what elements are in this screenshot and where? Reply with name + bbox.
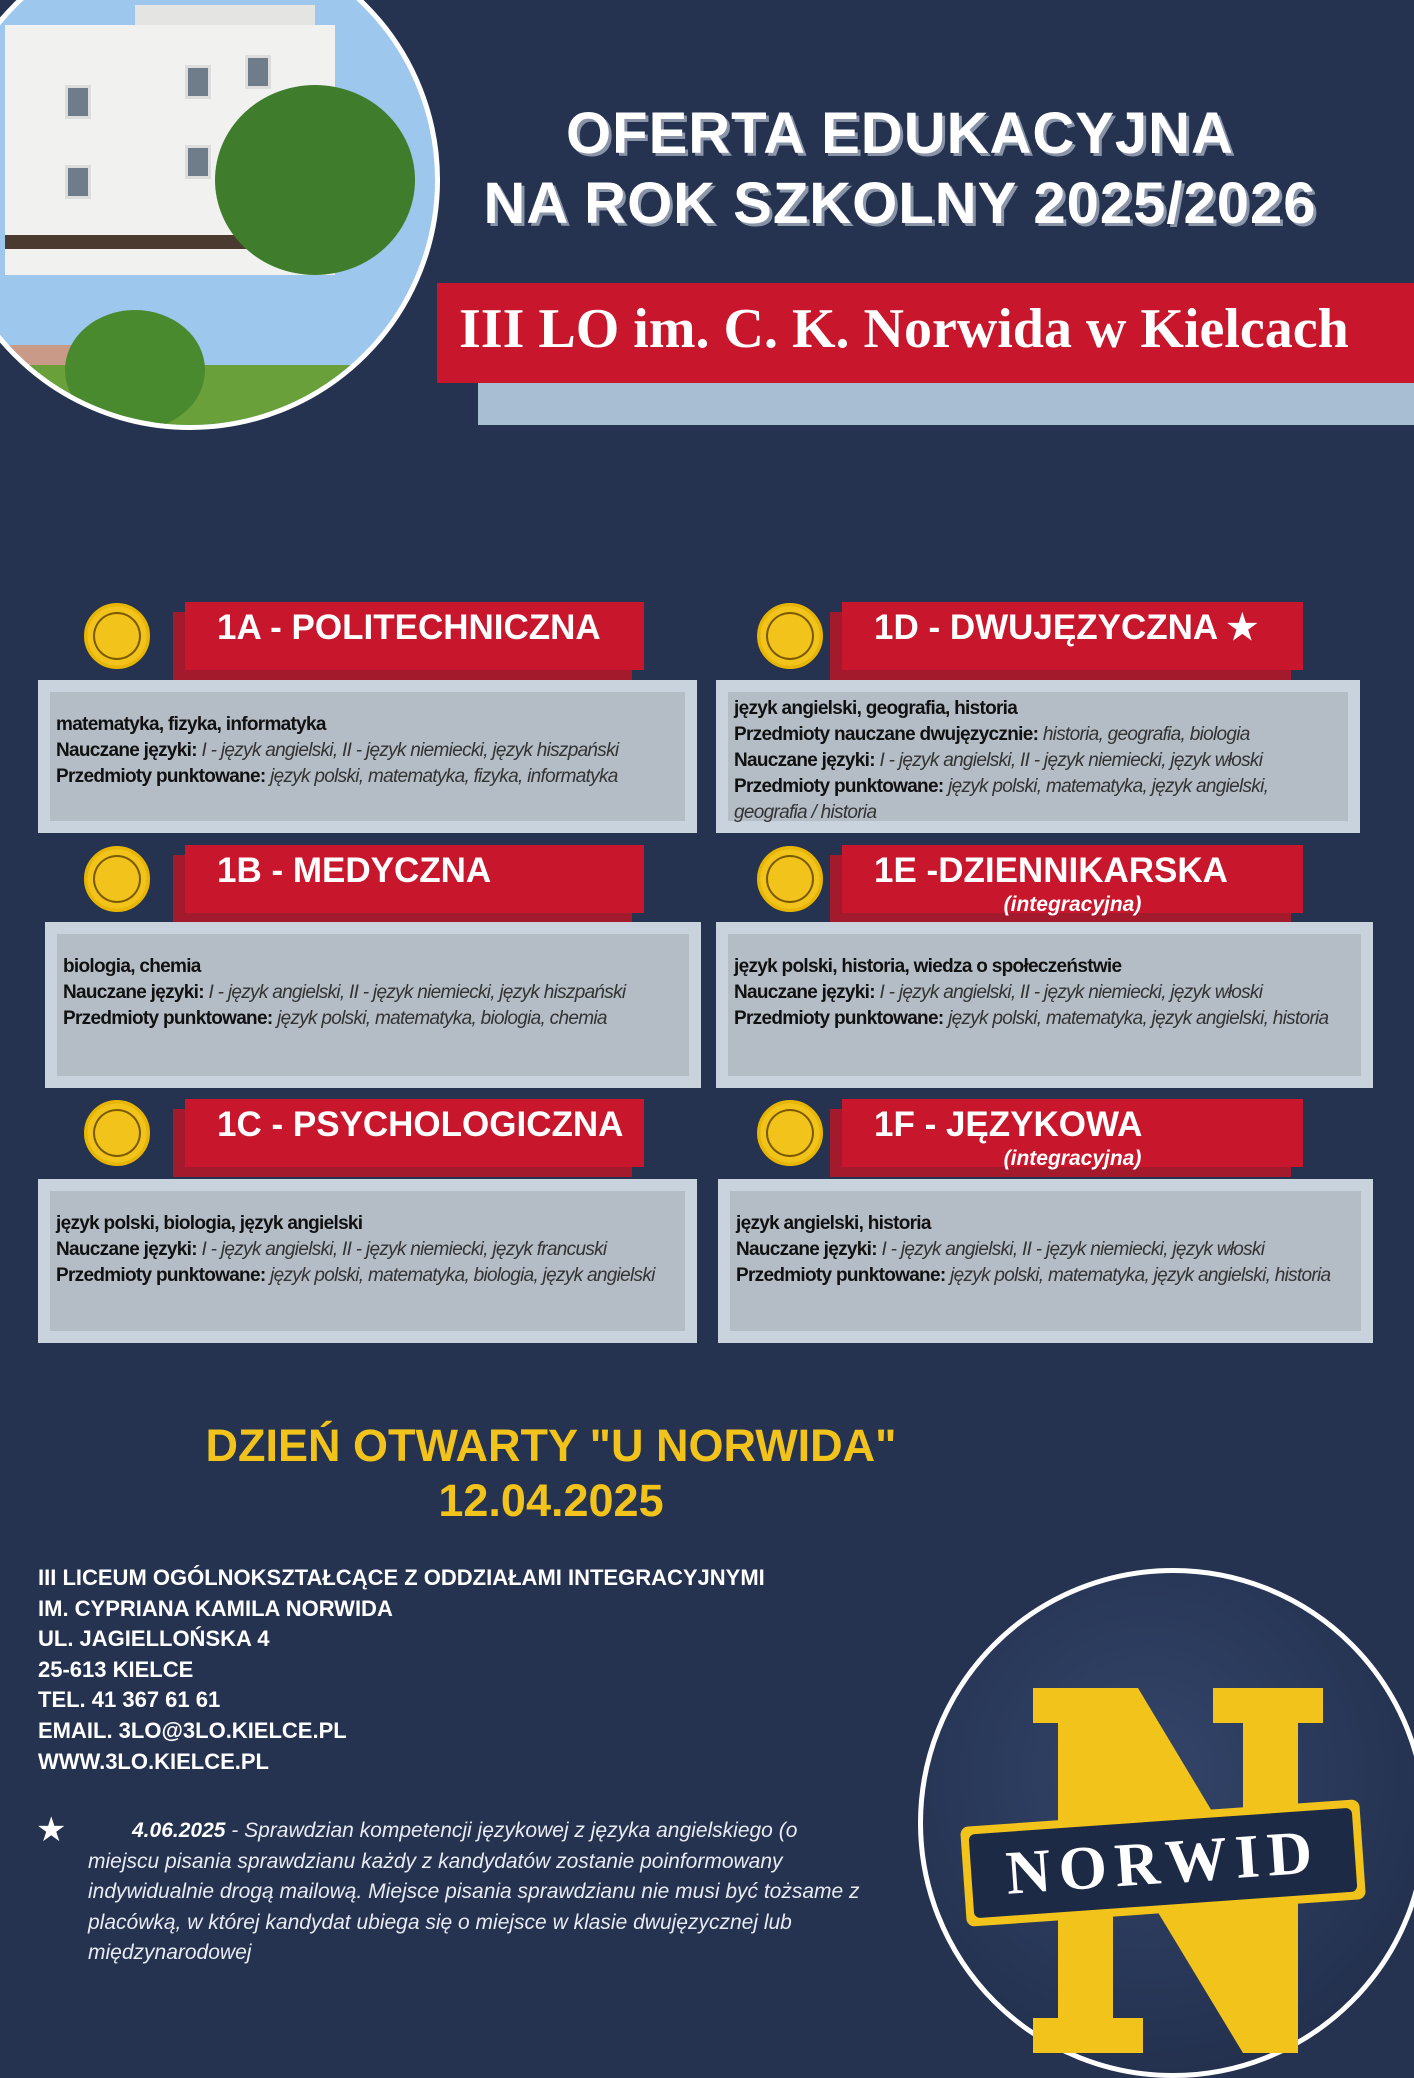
school-building-photo [0,0,440,430]
languages: I - język angielski, II - język niemiecki, język włoski [881,1239,1265,1260]
class-label [842,602,1303,670]
class-subjects: język polski, biologia, język angielski [56,1213,363,1234]
languages-label: Nauczane języki: [734,982,875,1003]
class-details [45,922,701,1088]
coin-icon [757,603,823,669]
coin-icon [84,603,150,669]
address-line: IM. CYPRIANA KAMILA NORWIDA [38,1595,393,1621]
open-day-title: DZIEŃ OTWARTY "U NORWIDA" [205,1420,897,1471]
class-name: 1A - POLITECHNICZNA [217,608,601,647]
school-address [38,1563,765,1777]
class-label [185,845,644,913]
points-label: Przedmioty punktowane: [736,1265,946,1286]
languages-label: Nauczane języki: [56,740,197,761]
class-subjects: język angielski, geografia, historia [734,698,1018,719]
class-name: 1B - MEDYCZNA [217,851,492,890]
class-subtitle: (integracyjna) [1003,893,1142,916]
class-label [842,845,1303,916]
points-label: Przedmioty punktowane: [734,776,944,797]
points-label: Przedmioty punktowane: [734,1008,944,1029]
languages-label: Nauczane języki: [56,1239,197,1260]
bilingual-label: Przedmioty nauczane dwujęzycznie: [734,724,1039,745]
title-line-2: NA ROK SZKOLNY 2025/2026 [483,171,1317,236]
languages: I - język angielski, II - język niemiecki, język włoski [879,982,1263,1003]
class-subjects: język angielski, historia [736,1213,931,1234]
class-subtitle: (integracyjna) [1003,1147,1142,1170]
coin-icon [757,846,823,912]
languages-label: Nauczane języki: [734,750,875,771]
address-line: 25-613 KIELCE [38,1656,194,1682]
scored-subjects: język polski, matematyka, biologia, chemia [277,1008,607,1029]
class-name: 1D - DWUJĘZYCZNA [874,608,1217,647]
class-name: 1F - JĘZYKOWA [874,1105,1143,1144]
scored-subjects: język polski, matematyka, język angielski, historia [950,1265,1331,1286]
coin-icon [84,846,150,912]
coin-icon [84,1100,150,1166]
website-link[interactable]: WWW.3LO.KIELCE.PL [38,1748,269,1774]
class-details [716,922,1373,1088]
languages: I - język angielski, II - język niemiecki, język hiszpański [201,740,619,761]
class-details [716,680,1360,833]
class-subjects: matematyka, fizyka, informatyka [56,714,326,735]
class-name: 1E -DZIENNIKARSKA [874,851,1228,890]
languages-label: Nauczane języki: [63,982,204,1003]
star-icon: ★ [1226,608,1258,647]
scored-subjects: język polski, matematyka, język angielski, historia [948,1008,1329,1029]
email-link[interactable]: EMAIL. 3LO@3LO.KIELCE.PL [38,1717,347,1743]
footnote [88,1816,868,1969]
address-line: III LICEUM OGÓLNOKSZTAŁCĄCE Z ODDZIAŁAMI INTEGRACYJNYMI [38,1565,765,1590]
class-subjects: język polski, historia, wiedza o społeczeństwie [734,956,1122,977]
scored-subjects: język polski, matematyka, język angielski, geografia / historia [734,776,1269,823]
school-name-banner [437,283,1414,383]
scored-subjects: język polski, matematyka, biologia, język angielski [270,1265,655,1286]
class-details [718,1179,1373,1343]
coin-icon [757,1100,823,1166]
title-line-1: OFERTA EDUKACYJNA [566,101,1234,166]
class-label [185,1099,644,1167]
phone: TEL. 41 367 61 61 [38,1687,221,1713]
languages-label: Nauczane języki: [736,1239,877,1260]
bilingual-subjects: historia, geografia, biologia [1042,724,1250,745]
logo-text: NORWID [969,1808,1358,1919]
languages: I - język angielski, II - język niemiecki, język hiszpański [208,982,626,1003]
points-label: Przedmioty punktowane: [56,1265,266,1286]
norwid-logo [918,1568,1414,2078]
address-line: UL. JAGIELLOŃSKA 4 [38,1626,270,1652]
class-details [38,680,697,833]
class-name: 1C - PSYCHOLOGICZNA [217,1105,624,1144]
footnote-date: 4.06.2025 [132,1819,226,1842]
class-label [842,1099,1303,1170]
decorative-bar [478,383,1414,425]
languages: I - język angielski, II - język niemiecki, język francuski [201,1239,607,1260]
open-day-date: 12.04.2025 [438,1475,664,1526]
footnote-text: - Sprawdzian kompetencji językowej z języka angielskiego (o miejscu pisania sprawdzianu każdy z kandydatów zostanie poinformowany indywidualnie drogą mailową. Miejsce pisania sprawdzianu nie musi być tożsame z placówką, w której kandydat ubiega się o miejsce w klasie dwujęzycznej lub międzynarodowej [88,1819,860,1965]
scored-subjects: język polski, matematyka, fizyka, informatyka [270,766,618,787]
school-name: III LO im. C. K. Norwida w Kielcach [459,298,1349,360]
class-subjects: biologia, chemia [63,956,201,977]
languages: I - język angielski, II - język niemiecki, język włoski [879,750,1263,771]
class-label [185,602,644,670]
class-details [38,1179,697,1343]
points-label: Przedmioty punktowane: [63,1008,273,1029]
star-icon: ★ [36,1811,67,1849]
points-label: Przedmioty punktowane: [56,766,266,787]
